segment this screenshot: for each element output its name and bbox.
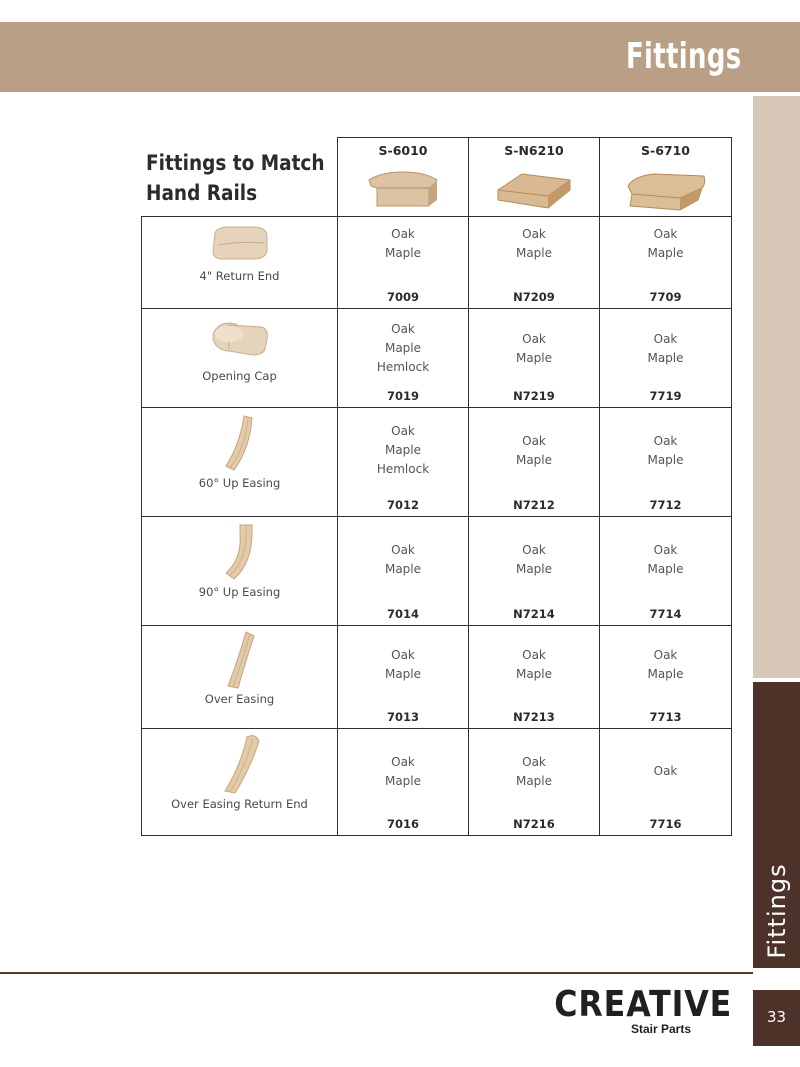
wood-option: Oak bbox=[522, 434, 546, 448]
spec-cell bbox=[469, 408, 600, 517]
header-band bbox=[0, 22, 800, 92]
wood-option: Oak bbox=[522, 543, 546, 557]
wood-list bbox=[338, 225, 468, 263]
wood-option: Oak bbox=[391, 543, 415, 557]
spec-cell bbox=[469, 517, 600, 626]
spec-cell bbox=[338, 517, 469, 626]
brand-name: CREATIVE bbox=[554, 984, 732, 1025]
fitting-name: Over Easing Return End bbox=[171, 797, 308, 811]
page-number: 33 bbox=[766, 1008, 787, 1026]
column-header bbox=[600, 138, 732, 217]
spec-cell bbox=[600, 408, 732, 517]
part-number: 7712 bbox=[649, 498, 682, 512]
part-number: 7019 bbox=[386, 389, 419, 403]
wood-option: Maple bbox=[384, 341, 422, 355]
table-corner bbox=[142, 138, 338, 217]
wood-list bbox=[338, 320, 468, 377]
spec-cell bbox=[600, 217, 732, 309]
spec-cell bbox=[600, 309, 732, 408]
wood-list bbox=[600, 432, 731, 470]
part-number: N7214 bbox=[513, 607, 555, 621]
page-title: Fittings bbox=[626, 36, 742, 77]
wood-option: Maple bbox=[515, 774, 553, 788]
column-header bbox=[338, 138, 469, 217]
wood-list bbox=[469, 753, 599, 791]
wood-option: Oak bbox=[653, 227, 678, 241]
part-number: N7213 bbox=[513, 710, 555, 724]
wood-option: Oak bbox=[522, 648, 546, 662]
wood-list bbox=[600, 541, 731, 579]
wood-option: Maple bbox=[384, 562, 422, 576]
handrail-s6710-image bbox=[624, 166, 708, 212]
table-row bbox=[142, 309, 732, 408]
side-tab-label-wrap bbox=[755, 858, 799, 964]
table-row bbox=[142, 729, 732, 836]
wood-option: Oak bbox=[522, 332, 546, 346]
opening-cap-image bbox=[209, 317, 271, 361]
wood-option: Maple bbox=[647, 351, 684, 365]
wood-option: Oak bbox=[522, 755, 546, 769]
table-title-line1: Fittings to Match bbox=[146, 151, 325, 175]
wood-option: Oak bbox=[653, 648, 678, 662]
wood-list bbox=[338, 753, 468, 791]
part-number: 7014 bbox=[386, 607, 419, 621]
wood-list bbox=[338, 422, 468, 479]
over-easing-return-end-image bbox=[215, 733, 265, 795]
handrail-s6010-image bbox=[363, 166, 443, 212]
spec-cell bbox=[600, 729, 732, 836]
wood-option: Oak bbox=[653, 332, 678, 346]
wood-list bbox=[338, 646, 468, 684]
wood-list bbox=[600, 330, 731, 368]
wood-option: Maple bbox=[384, 667, 422, 681]
column-code: S-N6210 bbox=[504, 143, 564, 158]
wood-option: Maple bbox=[515, 351, 553, 365]
table-row bbox=[142, 217, 732, 309]
over-easing-image bbox=[220, 630, 260, 690]
wood-option: Maple bbox=[647, 453, 684, 467]
fitting-cell bbox=[142, 408, 338, 517]
brand-logo bbox=[554, 984, 735, 1040]
table-header-row bbox=[142, 138, 732, 217]
column-code: S-6010 bbox=[378, 143, 428, 158]
fitting-name: 4" Return End bbox=[199, 269, 280, 283]
table-row bbox=[142, 626, 732, 729]
wood-list bbox=[600, 646, 731, 684]
fitting-name: Opening Cap bbox=[202, 369, 277, 383]
part-number: 7713 bbox=[649, 710, 682, 724]
part-number: N7216 bbox=[513, 817, 555, 831]
wood-option: Maple bbox=[384, 443, 422, 457]
wood-option: Maple bbox=[647, 667, 684, 681]
fitting-name: 60° Up Easing bbox=[198, 476, 281, 490]
spec-cell bbox=[338, 408, 469, 517]
wood-list bbox=[469, 432, 599, 470]
side-tab-dark bbox=[753, 682, 800, 968]
column-header bbox=[469, 138, 600, 217]
table-row bbox=[142, 408, 732, 517]
part-number: 7009 bbox=[386, 290, 419, 304]
wood-list bbox=[469, 646, 599, 684]
wood-option: Oak bbox=[653, 543, 678, 557]
spec-cell bbox=[338, 309, 469, 408]
wood-option: Oak bbox=[391, 424, 415, 438]
wood-option: Hemlock bbox=[376, 360, 430, 374]
wood-option: Maple bbox=[515, 562, 553, 576]
wood-list bbox=[338, 541, 468, 579]
wood-option: Maple bbox=[515, 667, 553, 681]
spec-cell bbox=[600, 517, 732, 626]
spec-cell bbox=[469, 309, 600, 408]
part-number: 7716 bbox=[649, 817, 682, 831]
fitting-cell bbox=[142, 626, 338, 729]
spec-cell bbox=[338, 729, 469, 836]
fitting-cell bbox=[142, 217, 338, 309]
up-easing-90-image bbox=[220, 523, 260, 581]
spec-cell bbox=[469, 217, 600, 309]
spec-cell bbox=[469, 729, 600, 836]
fitting-name: 90° Up Easing bbox=[198, 585, 281, 599]
spec-cell bbox=[338, 626, 469, 729]
table-row bbox=[142, 517, 732, 626]
wood-list bbox=[469, 330, 599, 368]
bottom-divider bbox=[0, 972, 753, 974]
fitting-name: Over Easing bbox=[204, 692, 275, 706]
wood-list bbox=[469, 225, 599, 263]
fitting-cell bbox=[142, 517, 338, 626]
wood-option: Maple bbox=[647, 246, 684, 260]
wood-option: Oak bbox=[653, 764, 678, 778]
part-number: 7719 bbox=[649, 389, 682, 403]
page-number-box bbox=[753, 990, 800, 1046]
part-number: 7714 bbox=[649, 607, 682, 621]
part-number: 7709 bbox=[649, 290, 682, 304]
wood-option: Maple bbox=[384, 246, 422, 260]
wood-option: Oak bbox=[391, 648, 415, 662]
wood-option: Maple bbox=[515, 246, 553, 260]
side-tab-label: Fittings bbox=[763, 863, 791, 959]
wood-option: Maple bbox=[384, 774, 422, 788]
fitting-cell bbox=[142, 729, 338, 836]
wood-option: Maple bbox=[515, 453, 553, 467]
spec-cell bbox=[600, 626, 732, 729]
column-code: S-6710 bbox=[641, 143, 690, 158]
part-number: N7219 bbox=[513, 389, 555, 403]
fittings-table bbox=[141, 137, 732, 836]
wood-option: Maple bbox=[647, 562, 684, 576]
part-number: N7212 bbox=[513, 498, 555, 512]
fitting-cell bbox=[142, 309, 338, 408]
wood-option: Oak bbox=[391, 755, 415, 769]
spec-cell bbox=[338, 217, 469, 309]
wood-option: Oak bbox=[522, 227, 546, 241]
wood-option: Oak bbox=[653, 434, 678, 448]
wood-list bbox=[600, 762, 731, 781]
wood-list bbox=[600, 225, 731, 263]
up-easing-60-image bbox=[220, 414, 260, 472]
wood-list bbox=[469, 541, 599, 579]
wood-option: Oak bbox=[391, 322, 415, 336]
table-title-line2: Hand Rails bbox=[146, 181, 258, 205]
spec-cell bbox=[469, 626, 600, 729]
part-number: 7012 bbox=[386, 498, 419, 512]
part-number: 7013 bbox=[386, 710, 419, 724]
wood-option: Hemlock bbox=[376, 462, 430, 476]
part-number: 7016 bbox=[386, 817, 419, 831]
brand-subtitle: Stair Parts bbox=[630, 1022, 691, 1036]
wood-option: Oak bbox=[391, 227, 415, 241]
handrail-sn6210-image bbox=[492, 166, 576, 212]
side-tab-light bbox=[753, 96, 800, 678]
return-end-image bbox=[209, 223, 271, 263]
part-number: N7209 bbox=[513, 290, 555, 304]
